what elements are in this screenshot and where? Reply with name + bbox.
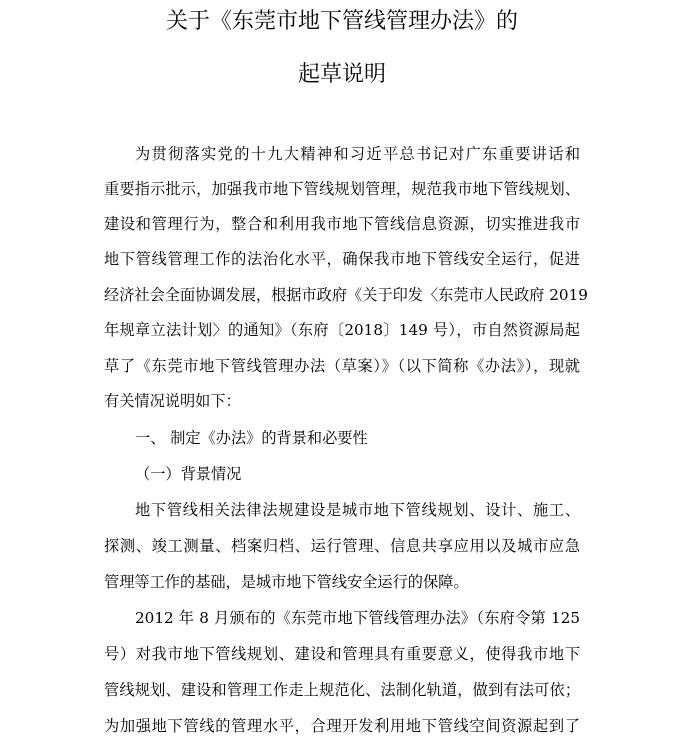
paragraph-line: 为贯彻落实党的十九大精神和习近平总书记对广东重要讲话和 — [135, 145, 580, 163]
paragraph-line: 为加强地下管线的管理水平，合理开发利用地下管线空间资源起到了 — [104, 717, 580, 735]
paragraph-line: 经济社会全面协调发展，根据市政府《关于印发〈东莞市人民政府 2019 — [104, 286, 588, 304]
paragraph-line: 地下管线管理工作的法治化水平，确保我市地下管线安全运行，促进 — [104, 250, 580, 268]
section-heading: 一、 制定《办法》的背景和必要性 — [135, 429, 368, 447]
paragraph-line: 重要指示批示，加强我市地下管线规划管理，规范我市地下管线规划、 — [104, 180, 580, 198]
paragraph-line: 有关情况说明如下： — [104, 392, 241, 410]
document-title-line-2: 起草说明 — [297, 62, 386, 87]
paragraph-line: 2012 年 8 月颁布的《东莞市地下管线管理办法》（东府令第 125 — [135, 609, 580, 627]
paragraph-line: 地下管线相关法律法规建设是城市地下管线规划、设计、施工、 — [135, 501, 580, 519]
paragraph-line: 探测、竣工测量、档案归档、运行管理、信息共享应用以及城市应急 — [104, 537, 580, 555]
paragraph-line: 管线规划、建设和管理工作走上规范化、法制化轨道，做到有法可依； — [104, 681, 580, 699]
paragraph-line: 号）对我市地下管线规划、建设和管理具有重要意义，使得我市地下 — [104, 645, 580, 663]
paragraph-line: 草了《东莞市地下管线管理办法（草案）》（以下简称《办法》），现就 — [104, 357, 580, 375]
paragraph-line: 管理等工作的基础，是城市地下管线安全运行的保障。 — [104, 573, 469, 591]
document-title-line-1: 关于《东莞市地下管线管理办法》的 — [165, 9, 518, 34]
subsection-heading: （一）背景情况 — [135, 465, 242, 483]
paragraph-line: 建设和管理行为，整合和利用我市地下管线信息资源，切实推进我市 — [104, 215, 580, 233]
paragraph-line: 年规章立法计划〉的通知》（东府〔2018〕149 号），市自然资源局起 — [104, 321, 580, 339]
